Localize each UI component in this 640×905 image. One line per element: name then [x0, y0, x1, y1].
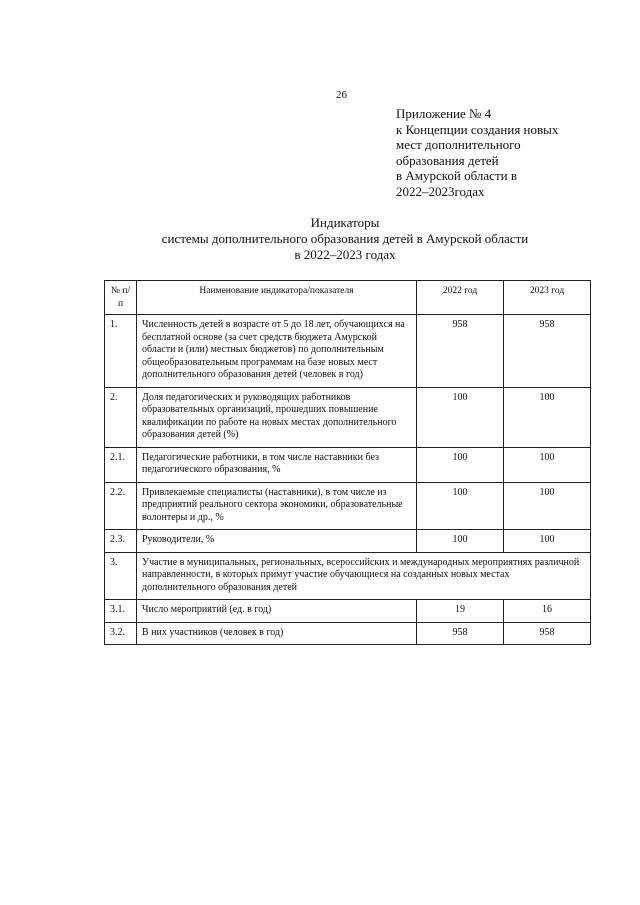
appendix-line: образования детей	[396, 152, 499, 168]
row-value-2023: 100	[504, 482, 591, 530]
row-number: 2.	[105, 387, 137, 447]
row-number: 2.3.	[105, 530, 137, 553]
section-description: Участие в муниципальных, региональных, всероссийских и международных мероприятиях различной направленности, в которых примут участие обучающиеся на созданных новых местах дополнительного образования детей	[137, 552, 591, 600]
row-indicator-name: В них участников (человек в год)	[137, 622, 417, 645]
document-title	[100, 215, 590, 263]
row-value-2022: 958	[417, 315, 504, 388]
row-indicator-name: Руководители, %	[137, 530, 417, 553]
row-value-2023: 100	[504, 447, 591, 482]
appendix-line: к Концепции создания новых	[396, 121, 559, 137]
table-row	[105, 315, 591, 388]
appendix-note	[396, 106, 558, 200]
appendix-line: мест дополнительного	[396, 137, 521, 153]
table-row	[105, 622, 591, 645]
row-value-2022: 100	[417, 387, 504, 447]
row-value-2023: 100	[504, 530, 591, 553]
row-indicator-name: Число мероприятий (ед. в год)	[137, 600, 417, 623]
table-header-row	[105, 281, 591, 315]
title-line-2: системы дополнительного образования детей в Амурской области	[161, 231, 529, 246]
indicators-table	[104, 280, 591, 645]
row-indicator-name: Педагогические работники, в том числе наставники без педагогического образования, %	[137, 447, 417, 482]
header-number: № п/п	[105, 281, 137, 315]
row-number: 1.	[105, 315, 137, 388]
table-row	[105, 530, 591, 553]
row-number: 3.1.	[105, 600, 137, 623]
row-number: 2.1.	[105, 447, 137, 482]
table-row	[105, 482, 591, 530]
row-value-2022: 958	[417, 622, 504, 645]
appendix-line: в Амурской области в	[396, 168, 517, 184]
row-indicator-name: Численность детей в возрасте от 5 до 18 лет, обучающихся на бесплатной основе (за счет средств бюджета Амурской области и (или) местных бюджетов) по дополнительным общеобразовательным программам на базе новых мест дополнительного образования детей (человек в год)	[137, 315, 417, 388]
title-line-3: в 2022–2023 годах	[294, 247, 396, 262]
table-row	[105, 600, 591, 623]
row-value-2023: 16	[504, 600, 591, 623]
appendix-line: Приложение № 4	[396, 106, 492, 121]
section-number: 3.	[105, 552, 137, 600]
appendix-line: 2022–2023годах	[396, 183, 485, 199]
row-value-2023: 958	[504, 315, 591, 388]
row-number: 2.2.	[105, 482, 137, 530]
row-value-2022: 100	[417, 447, 504, 482]
header-indicator-name: Наименование индикатора/показателя	[137, 281, 417, 315]
title-line-1: Индикаторы	[310, 215, 380, 230]
row-value-2022: 100	[417, 482, 504, 530]
row-value-2022: 100	[417, 530, 504, 553]
row-indicator-name: Доля педагогических и руководящих работников образовательных организаций, прошедших повышение квалификации по работе на новых местах дополнительного образования детей (%)	[137, 387, 417, 447]
row-value-2023: 100	[504, 387, 591, 447]
header-year-2022: 2022 год	[417, 281, 504, 315]
row-number: 3.2.	[105, 622, 137, 645]
header-year-2023: 2023 год	[504, 281, 591, 315]
table-row	[105, 447, 591, 482]
table-section-row	[105, 552, 591, 600]
row-indicator-name: Привлекаемые специалисты (наставники), в том числе из предприятий реального сектора экономики, образовательные волонтеры и др., %	[137, 482, 417, 530]
page-number: 26	[336, 89, 347, 101]
row-value-2022: 19	[417, 600, 504, 623]
table-row	[105, 387, 591, 447]
row-value-2023: 958	[504, 622, 591, 645]
